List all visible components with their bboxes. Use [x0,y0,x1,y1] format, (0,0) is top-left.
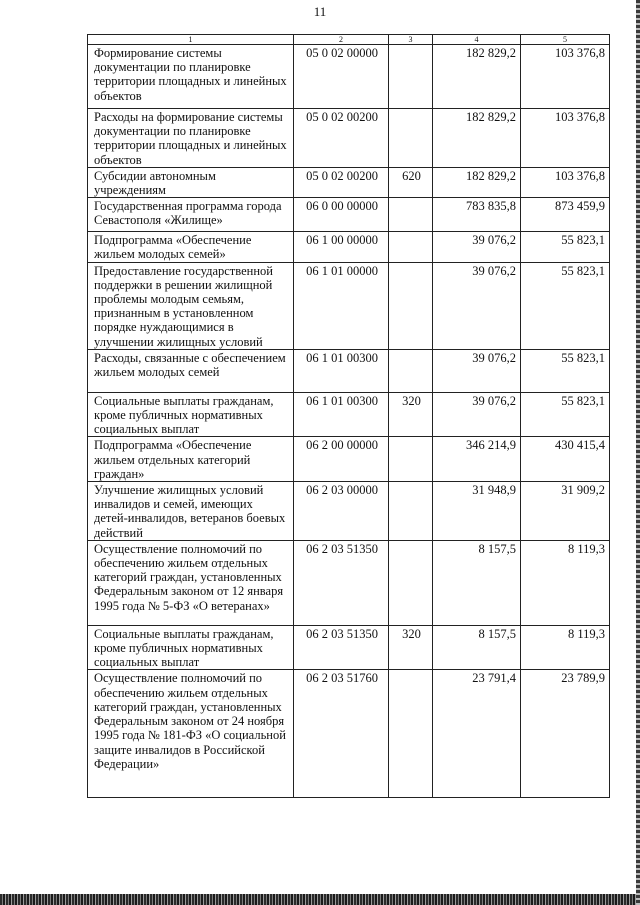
row-value-2017-cell: 55 823,1 [521,262,610,349]
row-code-cell: 06 1 01 00300 [294,392,389,437]
row-value-2017-cell: 55 823,1 [521,392,610,437]
row-kind-cell [389,540,433,625]
row-value-2016-cell: 182 829,2 [433,167,521,197]
row-kind-cell: 320 [389,625,433,670]
row-value-2016-cell: 182 829,2 [433,45,521,109]
row-name-cell: Субсидии автономным учреждениям [88,167,294,197]
row-name-cell: Расходы на формирование системы документации по планировке территории площадных и линейных объектов [88,109,294,168]
row-value-2016-cell: 346 214,9 [433,437,521,482]
table-row [88,437,610,482]
row-value-2016-cell: 23 791,4 [433,670,521,798]
column-header: 4 [433,35,521,45]
row-code-cell: 05 0 02 00200 [294,167,389,197]
row-kind-cell [389,482,433,541]
table-row [88,198,610,232]
table-row [88,670,610,798]
row-name-cell: Осуществление полномочий по обеспечению жильем отдельных категорий граждан, установленных Федеральным законом от 12 января 1995 года № 5-ФЗ «О ветеранах» [88,540,294,625]
row-code-cell: 05 0 02 00000 [294,45,389,109]
table-row [88,262,610,349]
table-row [88,392,610,437]
row-value-2017-cell: 873 459,9 [521,198,610,232]
row-value-2017-cell: 23 789,9 [521,670,610,798]
table-header-row [88,35,610,45]
column-header: 2 [294,35,389,45]
row-kind-cell [389,349,433,392]
table-row [88,482,610,541]
row-name-cell: Государственная программа города Севастополя «Жилище» [88,198,294,232]
column-header: 5 [521,35,610,45]
row-value-2016-cell: 39 076,2 [433,349,521,392]
row-value-2016-cell: 182 829,2 [433,109,521,168]
row-value-2016-cell: 39 076,2 [433,232,521,262]
row-name-cell: Подпрограмма «Обеспечение жильем отдельных категорий граждан» [88,437,294,482]
table-row [88,45,610,109]
row-value-2016-cell: 39 076,2 [433,392,521,437]
row-code-cell: 06 2 03 51760 [294,670,389,798]
row-name-cell: Формирование системы документации по планировке территории площадных и линейных объектов [88,45,294,109]
row-value-2016-cell: 8 157,5 [433,625,521,670]
row-value-2016-cell: 783 835,8 [433,198,521,232]
row-value-2017-cell: 103 376,8 [521,167,610,197]
row-code-cell: 05 0 02 00200 [294,109,389,168]
row-value-2017-cell: 8 119,3 [521,540,610,625]
row-name-cell: Социальные выплаты гражданам, кроме публичных нормативных социальных выплат [88,392,294,437]
column-header: 3 [389,35,433,45]
page-number: 11 [313,4,327,19]
row-kind-cell: 620 [389,167,433,197]
column-header: 1 [88,35,294,45]
row-value-2017-cell: 430 415,4 [521,437,610,482]
row-value-2016-cell: 8 157,5 [433,540,521,625]
row-name-cell: Улучшение жилищных условий инвалидов и семей, имеющих детей-инвалидов, ветеранов боевых действий [88,482,294,541]
row-value-2017-cell: 55 823,1 [521,232,610,262]
table-row [88,540,610,625]
row-kind-cell [389,437,433,482]
table-row [88,109,610,168]
table-row [88,232,610,262]
table-row [88,349,610,392]
table-row [88,625,610,670]
row-value-2017-cell: 8 119,3 [521,625,610,670]
row-name-cell: Осуществление полномочий по обеспечению жильем отдельных категорий граждан, установленных Федеральным законом от 24 ноября 1995 года № 181-ФЗ «О социальной защите инвалидов в Российской Федерации» [88,670,294,798]
row-value-2017-cell: 31 909,2 [521,482,610,541]
row-value-2016-cell: 31 948,9 [433,482,521,541]
row-kind-cell [389,45,433,109]
row-kind-cell [389,670,433,798]
row-name-cell: Предоставление государственной поддержки в решении жилищной проблемы молодым семьям, признанным в установленном порядке нуждающимися в улучшении жилищных условий [88,262,294,349]
row-value-2016-cell: 39 076,2 [433,262,521,349]
row-name-cell: Подпрограмма «Обеспечение жильем молодых семей» [88,232,294,262]
row-name-cell: Расходы, связанные с обеспечением жильем молодых семей [88,349,294,392]
row-kind-cell [389,262,433,349]
row-code-cell: 06 1 00 00000 [294,232,389,262]
row-code-cell: 06 2 03 51350 [294,540,389,625]
row-value-2017-cell: 103 376,8 [521,45,610,109]
table-row [88,167,610,197]
row-code-cell: 06 2 00 00000 [294,437,389,482]
budget-table [87,34,610,798]
scan-edge-artifact [0,894,640,905]
row-code-cell: 06 0 00 00000 [294,198,389,232]
row-name-cell: Социальные выплаты гражданам, кроме публичных нормативных социальных выплат [88,625,294,670]
row-code-cell: 06 1 01 00300 [294,349,389,392]
row-code-cell: 06 2 03 00000 [294,482,389,541]
row-code-cell: 06 1 01 00000 [294,262,389,349]
row-value-2017-cell: 55 823,1 [521,349,610,392]
row-kind-cell: 320 [389,392,433,437]
row-kind-cell [389,109,433,168]
row-kind-cell [389,198,433,232]
row-kind-cell [389,232,433,262]
row-value-2017-cell: 103 376,8 [521,109,610,168]
row-code-cell: 06 2 03 51350 [294,625,389,670]
scan-edge-artifact-right [636,0,640,905]
